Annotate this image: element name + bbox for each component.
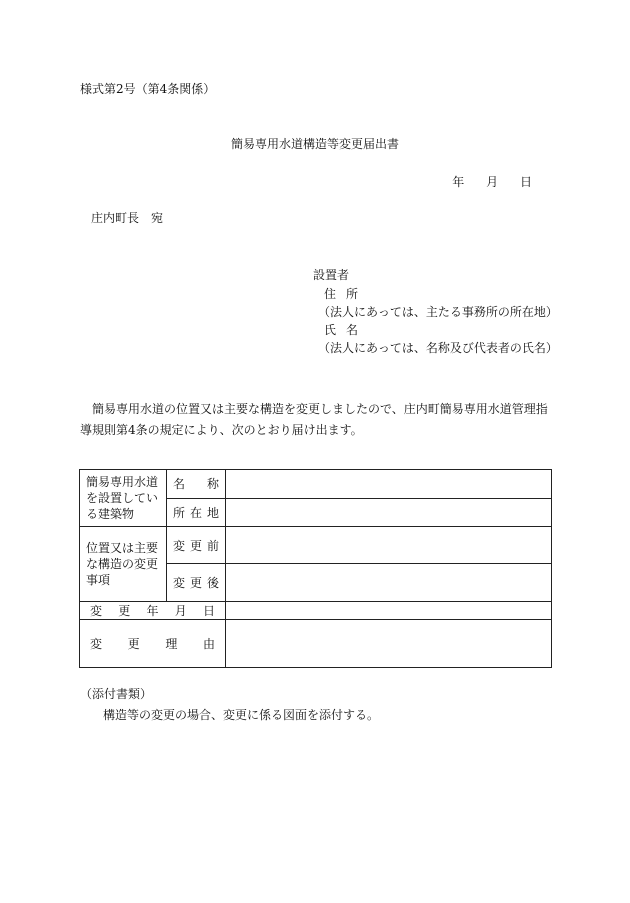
table-row <box>80 620 552 668</box>
name-label: 氏名 <box>324 323 369 337</box>
table-row <box>80 602 552 620</box>
attachments-title: （添付書類） <box>80 687 153 701</box>
change-date-label: 変更年月日 <box>80 602 226 620</box>
name-row-label: 名称 <box>167 470 226 499</box>
table-row <box>80 527 552 564</box>
date-day: 日 <box>519 175 532 189</box>
location-row-label: 所在地 <box>167 498 226 527</box>
table-row <box>80 470 552 499</box>
attachments-body: 構造等の変更の場合、変更に係る図面を添付する。 <box>103 708 380 722</box>
form-number: 様式第2号（第4条関係） <box>80 82 216 96</box>
date-year: 年 <box>452 175 465 189</box>
before-row-label: 変更前 <box>167 527 226 564</box>
body-paragraph: 簡易専用水道の位置又は主要な構造を変更しましたので、庄内町簡易専用水道管理指導規則第4条の規定により、次のとおり届け出ます。 <box>80 402 548 437</box>
sender-label: 設置者 <box>313 268 350 282</box>
change-date-value-cell[interactable] <box>226 602 552 620</box>
date-line <box>442 176 532 188</box>
document-title: 簡易専用水道構造等変更届出書 <box>230 137 399 151</box>
before-value-cell[interactable] <box>226 527 552 564</box>
after-row-label: 変更後 <box>167 564 226 602</box>
reason-value-cell[interactable] <box>226 620 552 668</box>
name-note: （法人にあっては、名称及び代表者の氏名） <box>318 341 558 355</box>
change-table <box>79 469 552 668</box>
address-note: （法人にあっては、主たる事務所の所在地） <box>318 305 558 319</box>
change-items-group-label: 位置又は主要な構造の変更事項 <box>80 527 167 602</box>
building-group-label: 簡易専用水道を設置している建築物 <box>80 470 167 527</box>
after-value-cell[interactable] <box>226 564 552 602</box>
addressee: 庄内町長 宛 <box>91 211 164 225</box>
location-value-cell[interactable] <box>226 498 552 527</box>
address-label: 住所 <box>324 287 369 301</box>
reason-label: 変更理由 <box>80 620 226 668</box>
name-value-cell[interactable] <box>226 470 552 499</box>
date-month: 月 <box>486 175 499 189</box>
